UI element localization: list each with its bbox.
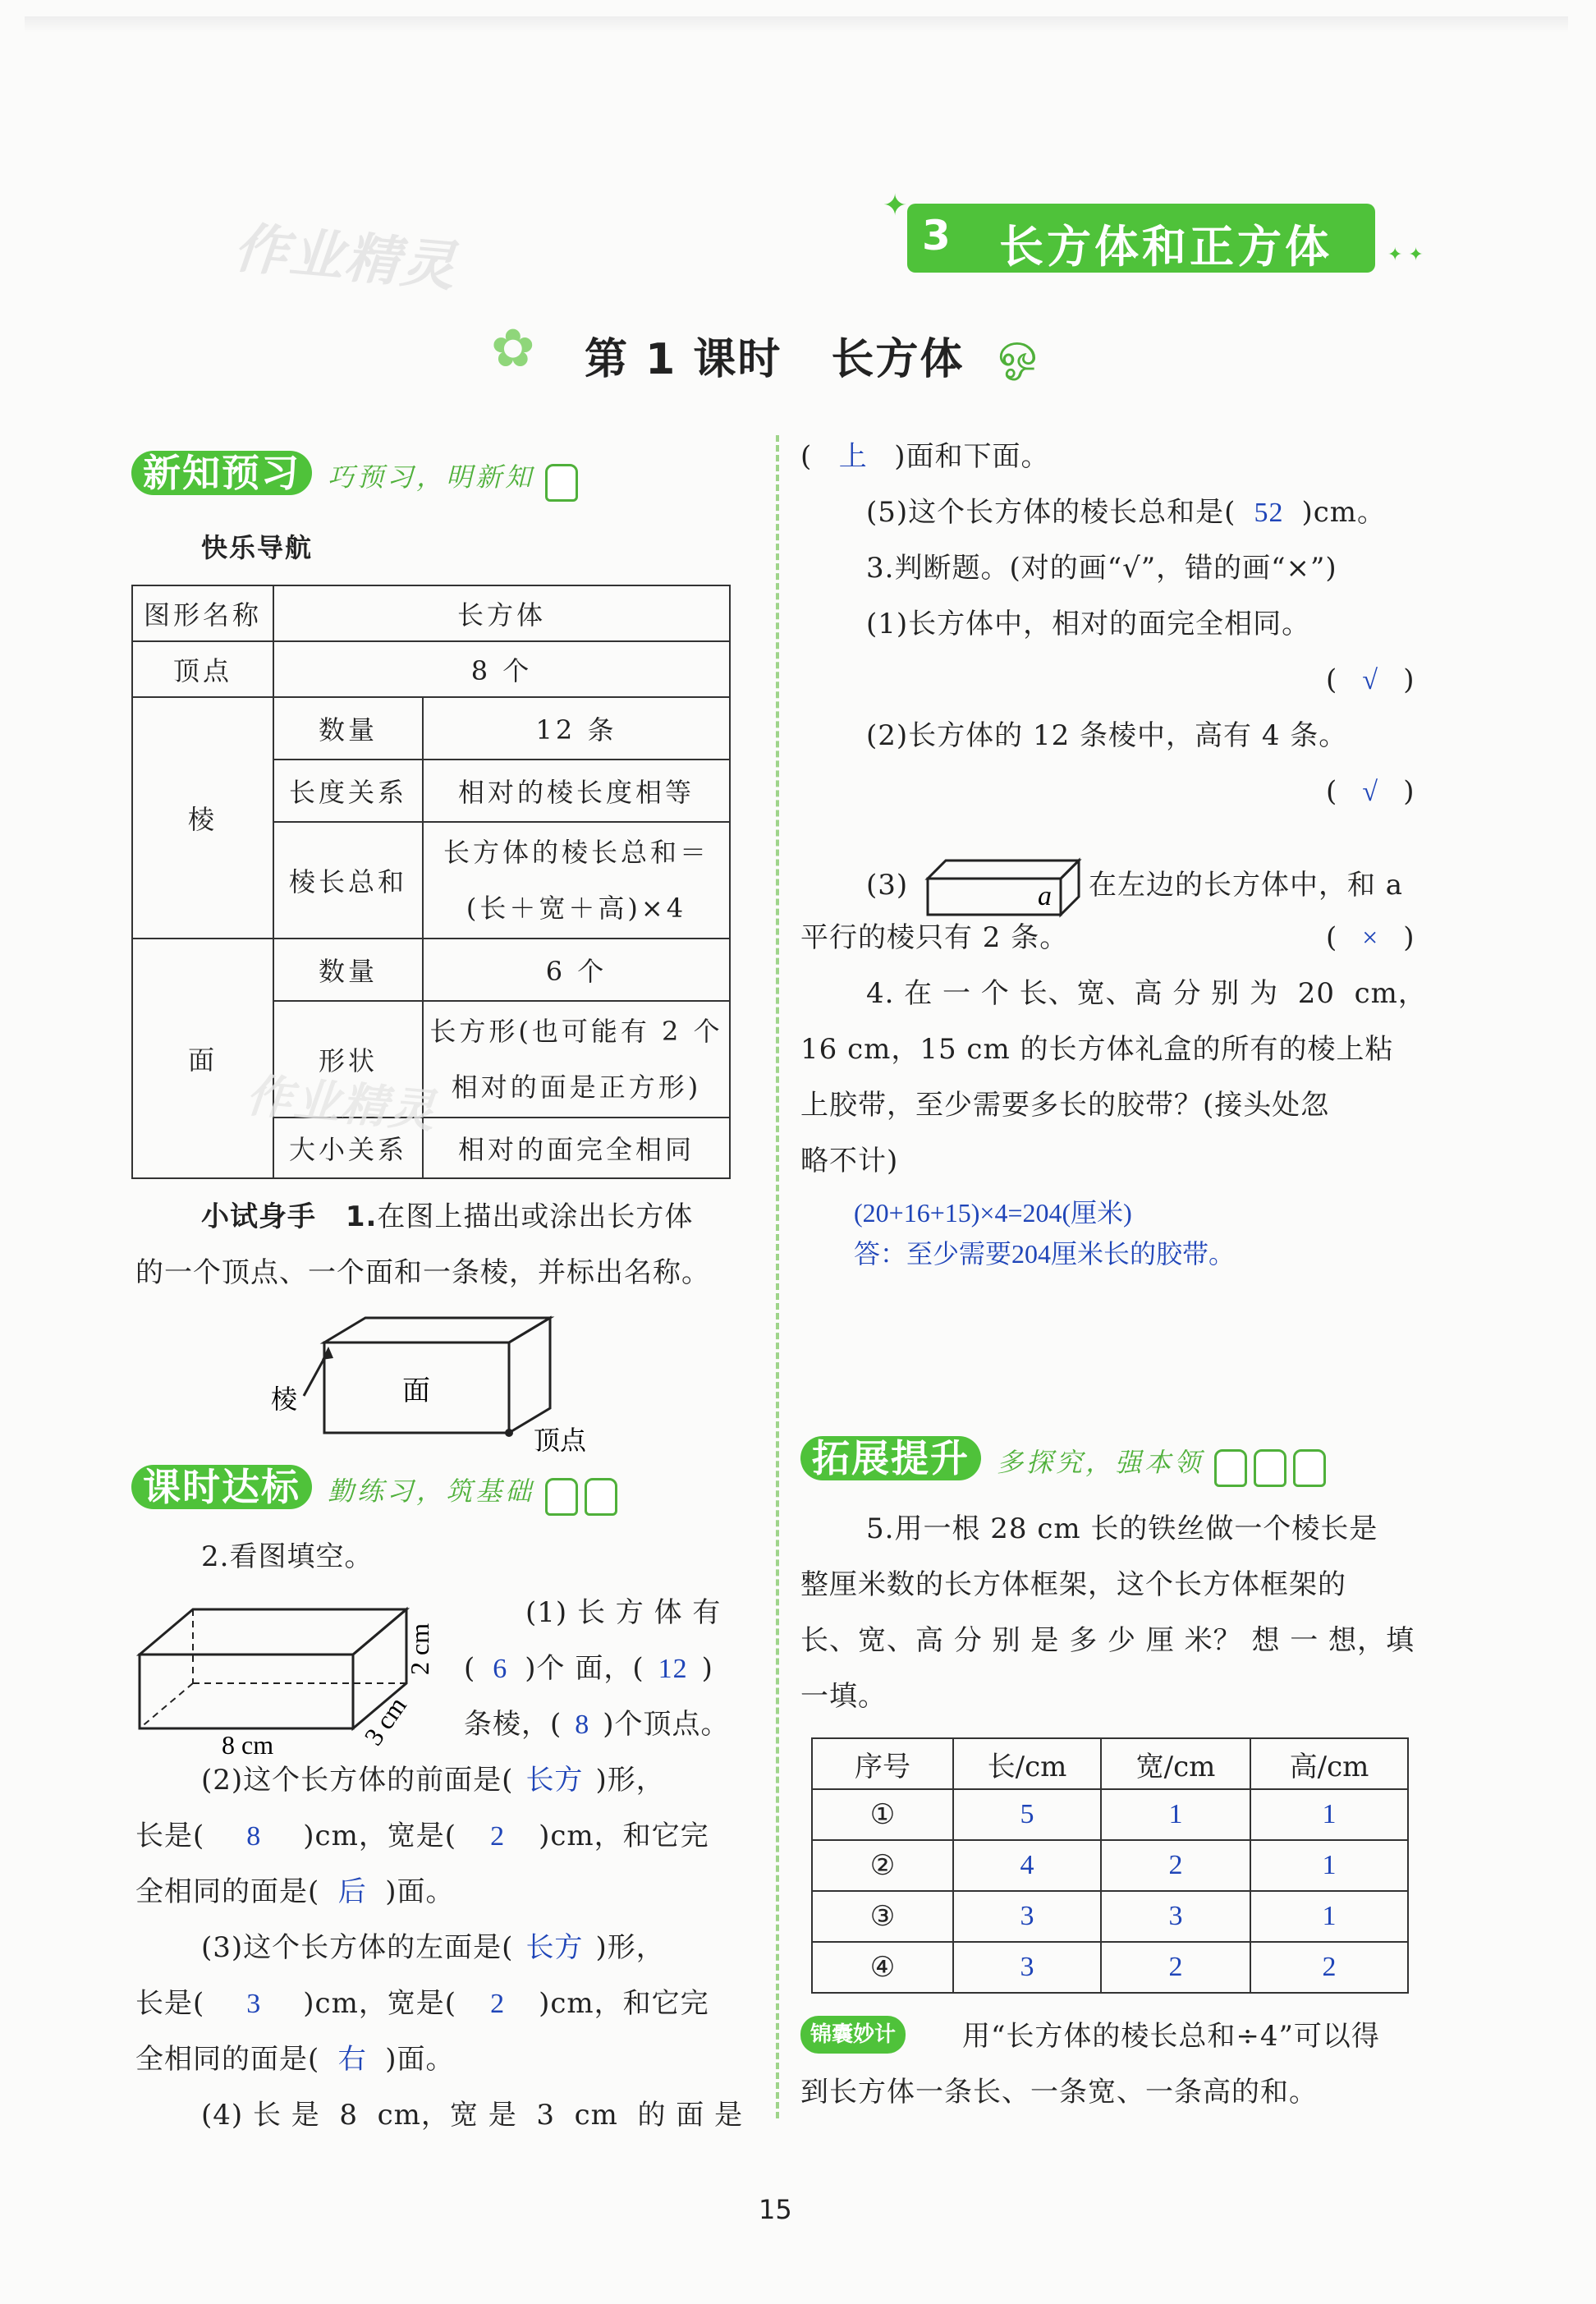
q2-p3-line1 — [201, 1920, 665, 1976]
nav-title: 快乐导航 — [201, 532, 314, 563]
q4-line2: 16 cm，15 cm 的长方体礼盒的所有的棱上粘 — [800, 1033, 1394, 1066]
q2-fig-depth: 3 cm — [358, 1691, 412, 1751]
try-label: 小试身手 — [201, 1200, 316, 1233]
q5-row-length: 5 — [953, 1789, 1101, 1840]
text: )面。 — [385, 2043, 455, 2076]
t1-face-count-label: 数量 — [273, 939, 423, 1001]
q2-p4-line2 — [800, 429, 1050, 485]
q2-faces-answer: 6 — [493, 1654, 508, 1684]
text: ( — [800, 440, 813, 473]
q2-p5-answer: 52 — [1254, 498, 1284, 528]
t1-face-shape-value — [423, 1001, 730, 1118]
q2-left-length-answer: 3 — [246, 1989, 262, 2019]
text: 长是( — [135, 1820, 205, 1852]
q5-table — [811, 1737, 1409, 1994]
q4-line3: 上胶带，至少需要多长的胶带？(接头处忽 — [800, 1089, 1330, 1122]
t1-face-shape-line1: 长方形(也可能有 2 个 — [429, 1016, 723, 1047]
section-practice-header — [131, 1462, 617, 1516]
try-q1 — [201, 1189, 693, 1245]
section-extend-title: 拓展提升 — [800, 1436, 981, 1480]
t1-vertex-value: 8 个 — [273, 641, 730, 697]
text: (3)这个长方体的左面是( — [201, 1931, 514, 1964]
q3-a2-answer: √ — [1362, 777, 1379, 807]
chapter-banner — [907, 204, 1375, 273]
lesson-name: 长方体 — [831, 335, 965, 384]
text: )cm。 — [1301, 496, 1386, 529]
flower-icon: ✿ — [491, 319, 535, 379]
q2-front-length-answer: 8 — [246, 1821, 262, 1852]
q2-fig-width: 8 cm — [222, 1730, 274, 1757]
q2-p5 — [866, 484, 1386, 541]
q5-row-index: ④ — [812, 1942, 953, 1993]
t1-face-label: 面 — [132, 939, 273, 1178]
q2-left-width-answer: 2 — [490, 1989, 506, 2019]
q2-p1-line1: (1) 长 方 体 有 — [525, 1596, 722, 1629]
text: )cm，宽是( — [303, 1820, 457, 1852]
q5-row-height: 1 — [1250, 1789, 1408, 1840]
q5-row-length: 3 — [953, 1891, 1101, 1942]
t1-header-shape: 长方体 — [273, 585, 730, 641]
q4-answer-calc: (20+16+15)×4=204(厘米) — [854, 1198, 1132, 1228]
q2-left-same-answer: 右 — [337, 2045, 367, 2075]
watermark-top: 作业精灵 — [231, 216, 460, 299]
t1-edge-length-label: 长度关系 — [273, 760, 423, 822]
q5-row-width: 2 — [1101, 1942, 1250, 1993]
thumbs-up-icon — [545, 1478, 578, 1516]
q4-line4: 略不计) — [800, 1145, 899, 1177]
q3-s1: (1)长方体中，相对的面完全相同。 — [866, 608, 1311, 640]
q5-row-index: ① — [812, 1789, 953, 1840]
q5-row-height: 2 — [1250, 1942, 1408, 1993]
q2-edges-answer: 12 — [658, 1654, 688, 1684]
q2-p3-line3 — [135, 2031, 455, 2088]
tip-line2: 到长方体一条长、一条宽、一条高的和。 — [800, 2076, 1318, 2109]
q3-a3-answer: × — [1362, 923, 1379, 953]
star-icon: ✦ — [883, 189, 908, 223]
q2-fig-height: 2 cm — [405, 1622, 434, 1675]
q2-front-shape-answer: 长方 — [525, 1765, 584, 1796]
q5-row-length: 3 — [953, 1942, 1101, 1993]
t1-edge-total-line2: (长＋宽＋高)×4 — [466, 893, 687, 924]
column-divider — [776, 435, 779, 2118]
text: )cm，宽是( — [303, 1987, 457, 2020]
thumbs-up-icon — [545, 464, 578, 502]
q5-row-index: ③ — [812, 1891, 953, 1942]
watermark-middle: 作业精灵 — [244, 1068, 438, 1139]
q2-vertices-answer: 8 — [575, 1710, 590, 1740]
q5-row-width: 2 — [1101, 1840, 1250, 1891]
q4-answer-text: 答：至少需要204厘米长的胶带。 — [854, 1239, 1236, 1269]
q5-line3: 长、宽、高 分 别 是 多 少 厘 米？ 想 一 想，填 — [800, 1624, 1415, 1657]
lesson-number: 第 1 课时 — [585, 335, 782, 384]
t1-edge-label: 棱 — [132, 697, 273, 939]
t1-face-shape-label: 形状 — [273, 1001, 423, 1118]
q3-title: 3.判断题。(对的画“√”，错的画“×”) — [866, 552, 1337, 585]
q5-row-index: ② — [812, 1840, 953, 1891]
section-extend-header — [800, 1433, 1326, 1487]
q5-row-width: 1 — [1101, 1789, 1250, 1840]
section-extend-subtitle: 多探究，强本领 — [997, 1447, 1204, 1478]
page-number: 15 — [759, 2194, 792, 2225]
text: )个 面，( — [525, 1652, 644, 1685]
text: 条棱，( — [464, 1708, 562, 1741]
q3-s3-line2: 平行的棱只有 2 条。 — [800, 921, 1069, 954]
q5-line1: 5.用一根 28 cm 长的铁丝做一个棱长是 — [866, 1512, 1378, 1545]
section-practice-title: 课时达标 — [131, 1465, 312, 1509]
q5-line4: 一填。 — [800, 1680, 887, 1713]
thumbs-up-icon — [1254, 1449, 1286, 1487]
q3-a2-line: ( √ ) — [1326, 764, 1415, 820]
q2-front-same-answer: 后 — [337, 1877, 367, 1907]
text: )面和下面。 — [894, 440, 1050, 473]
q5-row-length: 4 — [953, 1840, 1101, 1891]
q1-fig-face-label: 面 — [402, 1375, 430, 1407]
q3-s2: (2)长方体的 12 条棱中，高有 4 条。 — [866, 719, 1348, 752]
tip-badge: 锦囊妙计 — [800, 2016, 906, 2054]
t1-face-size-label: 大小关系 — [273, 1118, 423, 1178]
text: 全相同的面是( — [135, 1875, 320, 1908]
q3-a3-line: ( × ) — [1326, 910, 1415, 966]
t1-edge-length-value: 相对的棱长度相等 — [423, 760, 730, 822]
lesson-title — [585, 324, 964, 386]
q2-p2-line2 — [135, 1808, 709, 1865]
q4-line1: 4. 在 一 个 长、宽、高 分 别 为 20 cm， — [866, 977, 1427, 1010]
q5-header-width: 宽/cm — [1101, 1738, 1250, 1789]
q2-p4-line1: (4) 长 是 8 cm，宽 是 3 cm 的 面 是 — [201, 2099, 744, 2132]
t1-edge-total-value — [423, 822, 730, 939]
q1-fig-edge-label: 棱 — [271, 1384, 298, 1415]
q2-p1-line3 — [464, 1696, 730, 1753]
t1-edge-total-line1: 长方体的棱长总和＝ — [443, 837, 709, 868]
t1-face-count-value: 6 个 — [423, 939, 730, 1001]
sparkle-icon: ✦ ✦ — [1387, 245, 1424, 265]
q1-number: 1. — [345, 1200, 378, 1233]
q5-row-height: 1 — [1250, 1891, 1408, 1942]
q5-row-height: 1 — [1250, 1840, 1408, 1891]
q1-cuboid-figure — [263, 1306, 608, 1453]
thumbs-up-icon — [1214, 1449, 1247, 1487]
q3-fig-label: a — [1037, 881, 1053, 911]
q5-row-width: 3 — [1101, 1891, 1250, 1942]
text: 长是( — [135, 1987, 205, 2020]
snail-icon: ஓ — [998, 322, 1038, 378]
q2-p4-answer: 上 — [838, 442, 868, 472]
q1-fig-vertex-label: 顶点 — [534, 1425, 587, 1453]
section-preview-subtitle: 巧预习，明新知 — [328, 461, 535, 493]
text: )个顶点。 — [603, 1708, 730, 1741]
q2-p3-line2 — [135, 1976, 709, 2032]
t1-edge-count-value: 12 条 — [423, 697, 730, 760]
top-shadow — [25, 16, 1568, 33]
q2-front-width-answer: 2 — [490, 1821, 506, 1852]
paren: ) — [701, 1652, 713, 1685]
section-preview-title: 新知预习 — [131, 451, 312, 495]
paren: ( — [464, 1652, 476, 1685]
t1-edge-total-label: 棱长总和 — [273, 822, 423, 939]
text: (2)这个长方体的前面是( — [201, 1764, 514, 1797]
text: )cm，和它完 — [539, 1987, 709, 2020]
thumbs-up-icon — [585, 1478, 617, 1516]
q5-header-index: 序号 — [812, 1738, 953, 1789]
q2-p2-line3 — [135, 1864, 455, 1921]
q3-a1-line: ( √ ) — [1326, 652, 1415, 709]
section-practice-subtitle: 勤练习，筑基础 — [328, 1476, 535, 1507]
q5-line2: 整厘米数的长方体框架，这个长方体框架的 — [800, 1568, 1346, 1601]
text: (5)这个长方体的棱长总和是( — [866, 496, 1236, 529]
text: )面。 — [385, 1875, 455, 1908]
q2-title: 2.看图填空。 — [201, 1540, 374, 1573]
q1-line2: 的一个顶点、一个面和一条棱，并标出名称。 — [135, 1256, 710, 1289]
t1-edge-count-label: 数量 — [273, 697, 423, 760]
text: 在左边的长方体中，和 a — [1088, 869, 1404, 902]
tip-line1: 用“长方体的棱长总和÷4”可以得 — [962, 2020, 1380, 2053]
text: )cm，和它完 — [539, 1820, 709, 1852]
q1-line1: 在图上描出或涂出长方体 — [377, 1200, 694, 1233]
section-preview-header — [131, 447, 578, 502]
text: 全相同的面是( — [135, 2043, 320, 2076]
text: )形， — [595, 1764, 665, 1797]
t1-vertex-label: 顶点 — [132, 641, 273, 697]
q2-cuboid-figure — [131, 1593, 460, 1757]
q3-a1-answer: √ — [1362, 665, 1379, 695]
chapter-title: 长方体和正方体 — [999, 221, 1332, 273]
text: (3) — [866, 869, 909, 902]
q5-header-height: 高/cm — [1250, 1738, 1408, 1789]
t1-face-size-value: 相对的面完全相同 — [423, 1118, 730, 1178]
chapter-number: 3 — [922, 212, 951, 259]
text: )形， — [595, 1931, 665, 1964]
thumbs-up-icon — [1293, 1449, 1326, 1487]
t1-face-shape-line2: 相对的面是正方形) — [451, 1072, 702, 1103]
t1-header-name: 图形名称 — [132, 585, 273, 641]
q5-header-length: 长/cm — [953, 1738, 1101, 1789]
q2-p1-line2 — [464, 1641, 713, 1697]
q2-p2-line1 — [201, 1752, 665, 1809]
q2-left-shape-answer: 长方 — [525, 1933, 584, 1963]
